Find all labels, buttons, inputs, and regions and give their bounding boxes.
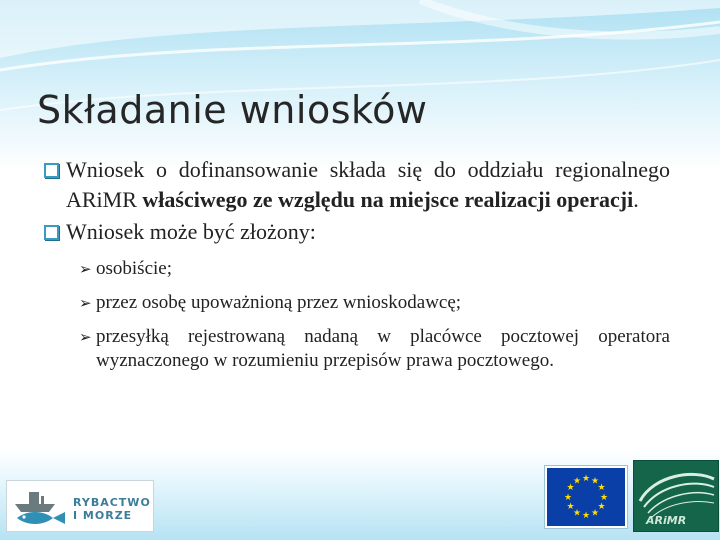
bullet-text: Wniosek może być złożony: [66, 219, 316, 244]
sub-bullet-item [44, 291, 670, 315]
arimr-logo-icon [633, 460, 719, 532]
decorative-swoosh [0, 0, 720, 160]
arrow-bullet-icon: ➢ [79, 260, 92, 278]
svg-text:★: ★ [572, 476, 582, 487]
logo-text-line1: RYBACTWO [73, 496, 151, 509]
sub-bullet-text: przez osobę upoważnioną przez wnioskodawcę; [96, 292, 462, 313]
bullet-item [44, 217, 670, 247]
logo-text-line2: I MORZE [73, 509, 133, 522]
bullet-text-end: . [633, 187, 639, 212]
svg-text:★: ★ [566, 483, 575, 493]
svg-text:★: ★ [581, 511, 591, 521]
square-bullet-icon [44, 163, 59, 178]
arrow-bullet-icon: ➢ [79, 294, 92, 312]
svg-text:★: ★ [581, 474, 591, 484]
bullet-bold-text: właściwego ze względu na miejsce realizacji operacji [142, 187, 634, 212]
svg-text:★: ★ [597, 483, 606, 493]
svg-text:★: ★ [572, 508, 582, 519]
svg-text:★: ★ [566, 502, 575, 512]
sub-bullet-text: osobiście; [96, 258, 172, 279]
sub-bullet-item [44, 257, 670, 281]
sub-bullet-item [44, 325, 670, 373]
slide-title: Składanie wniosków [37, 88, 428, 132]
bullet-text: Wniosek o dofinansowanie składa się do oddziału regionalnego ARiMR [66, 157, 670, 212]
arrow-bullet-icon: ➢ [79, 328, 92, 346]
sub-bullet-text: przesyłką rejestrowaną nadaną w placówce pocztowej operatora wyznaczonego w rozumieniu przepisów prawa pocztowego. [96, 326, 670, 371]
svg-text:★: ★ [599, 493, 609, 503]
arimr-logo-label: ARiMR [646, 514, 687, 527]
eu-flag-icon [545, 466, 627, 528]
bullet-item [44, 155, 670, 215]
svg-text:★: ★ [590, 476, 600, 487]
slide-content [44, 155, 670, 373]
svg-text:★: ★ [563, 493, 573, 503]
rybactwo-logo [6, 480, 154, 532]
fish-boat-logo-icon [9, 482, 71, 530]
svg-text:★: ★ [590, 508, 600, 519]
square-bullet-icon [44, 225, 59, 240]
svg-text:★: ★ [597, 502, 606, 512]
